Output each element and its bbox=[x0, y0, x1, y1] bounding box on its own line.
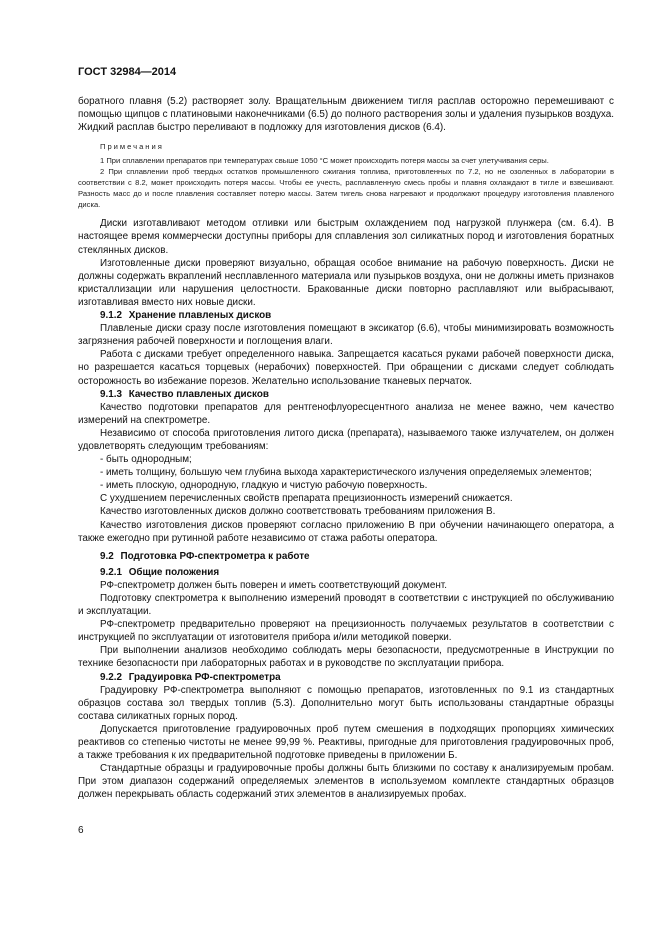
note-2: 2 При сплавлении проб твердых остатков промышленного сжигания топлива, приготовленных по 7.2, но не озоленных в лаборатории в соответствии с 8.2, может происходить потеря массы. Чтобы ее учесть, расплавленную смесь пробы и плавня охлаждают в тигле и взвешивают. Разность масс до и после плавления составляет потерю массы. Затем тигель снова нагревают и продолжают процедуру изготовления плавленого диска. bbox=[78, 167, 614, 210]
page-number: 6 bbox=[78, 825, 84, 836]
section-heading-9-1-3 bbox=[78, 388, 614, 401]
paragraph: Качество подготовки препаратов для рентгенофлуоресцентного анализа не менее важно, чем качество измерений на спектрометре. bbox=[78, 401, 614, 426]
paragraph: Изготовленные диски проверяют визуально, обращая особое внимание на рабочую поверхность. Диски не должны содержать вкраплений несплавленного материала или пузырьков воздуха, они не должны иметь признаков кристаллизации или нарушения целостности. Бракованные диски повторно расплавляют или выбрасывают, изготавливая вместо них новые диски. bbox=[78, 257, 614, 308]
list-item: - быть однородным; bbox=[100, 454, 192, 466]
section-title: Общие положения bbox=[128, 566, 220, 578]
paragraph: боратного плавня (5.2) растворяет золу. Вращательным движением тигля расплав осторожно перемешивают с помощью щипцов с платиновыми наконечниками (6.5) до полного растворения золы и удаления пузырьков воздуха. Жидкий расплав быстро переливают в подложку для изготовления дисков (6.4). bbox=[78, 96, 614, 134]
section-heading-9-2-2 bbox=[78, 671, 614, 684]
note-1: 1 При сплавлении препаратов при температурах свыше 1050 °С может происходить потеря массы за счет улетучивания серы. bbox=[100, 156, 549, 166]
list-item: - иметь плоскую, однородную, гладкую и чистую рабочую поверхность. bbox=[100, 480, 428, 492]
section-title: Градуировка РФ-спектрометра bbox=[128, 671, 281, 683]
paragraph: Допускается приготовление градуировочных проб путем смешения в подходящих пропорциях химических реактивов со степенью чистоты не менее 99,99 %. Реактивы, пригодные для приготовления градуировочных проб, а также требования к их предварительной подготовке приведены в приложении Б. bbox=[78, 723, 614, 762]
paragraph: При выполнении анализов необходимо соблюдать меры безопасности, предусмотренные в Инструкции по технике безопасности при лабораторных работах и в руководстве по эксплуатации прибора. bbox=[78, 645, 614, 670]
paragraph: Качество изготовления дисков проверяют согласно приложению В при обучении начинающего оператора, а также ежегодно при рутинной работе независимо от стажа работы оператора. bbox=[78, 519, 614, 544]
paragraph: Стандартные образцы и градуировочные пробы должны быть близкими по составу к анализируемым пробам. При этом диапазон содержаний определяемых элементов в используемом комплекте стандартных образцов должен перекрывать область содержаний этих элементов в анализируемых пробах. bbox=[78, 763, 614, 801]
section-title: Хранение плавленых дисков bbox=[128, 310, 272, 322]
paragraph: Подготовку спектрометра к выполнению измерений проводят в соответствии с инструкцией по обслуживанию и эксплуатации. bbox=[78, 593, 614, 618]
list-item: - иметь толщину, большую чем глубина выхода характеристического излучения определяемых элементов; bbox=[100, 467, 592, 479]
paragraph: Работа с дисками требует определенного навыка. Запрещается касаться руками рабочей поверхности диска, но разрешается касаться торцевых (нерабочих) поверхностей. При обращении с дисками следует соблюдать осторожность во избежание порезов. Желательно использование тканевых перчаток. bbox=[78, 349, 614, 387]
paragraph: РФ-спектрометр предварительно проверяют на прецизионность получаемых результатов в соответствии с инструкцией по эксплуатации от изготовителя прибора и/или методикой поверки. bbox=[78, 619, 614, 644]
section-title: Подготовка РФ-спектрометра к работе bbox=[120, 550, 310, 562]
paragraph: Независимо от способа приготовления литого диска (препарата), называемого также излучателем, он должен удовлетворять следующим требованиям: bbox=[78, 427, 614, 452]
paragraph: Диски изготавливают методом отливки или быстрым охлаждением под нагрузкой плунжера (см. 6.4). В настоящее время коммерчески доступны приборы для сплавления зол силикатных пород и изготовления боратных стеклянных дисков. bbox=[78, 218, 614, 256]
section-heading-9-2 bbox=[78, 550, 614, 563]
section-heading-9-2-1 bbox=[78, 566, 614, 579]
notes-block bbox=[78, 140, 614, 210]
section-number: 9.2.2 bbox=[100, 671, 122, 683]
section-number: 9.2.1 bbox=[100, 566, 122, 578]
document-body bbox=[78, 95, 614, 802]
paragraph: С ухудшением перечисленных свойств препарата прецизионность измерений снижается. bbox=[100, 493, 513, 505]
section-title: Качество плавленых дисков bbox=[128, 388, 269, 400]
notes-title: Примечания bbox=[100, 142, 164, 152]
document-header: ГОСТ 32984—2014 bbox=[78, 66, 177, 78]
paragraph: РФ-спектрометр должен быть поверен и иметь соответствующий документ. bbox=[100, 579, 447, 591]
paragraph: Плавленые диски сразу после изготовления помещают в эксикатор (6.6), чтобы минимизировать возможность загрязнения рабочей поверхности и поглощения влаги. bbox=[78, 323, 614, 348]
section-number: 9.2 bbox=[100, 550, 114, 562]
section-heading-9-1-2 bbox=[78, 309, 614, 322]
paragraph: Градуировку РФ-спектрометра выполняют с помощью препаратов, изготовленных по 9.1 из стандартных образцов состава зол твердых топлив (5.3). Дополнительно могут быть использованы стандартные образцы состава силикатных горных пород. bbox=[78, 684, 614, 722]
section-number: 9.1.3 bbox=[100, 388, 122, 400]
section-number: 9.1.2 bbox=[100, 310, 122, 322]
paragraph: Качество изготовленных дисков должно соответствовать требованиям приложения В. bbox=[100, 506, 496, 518]
